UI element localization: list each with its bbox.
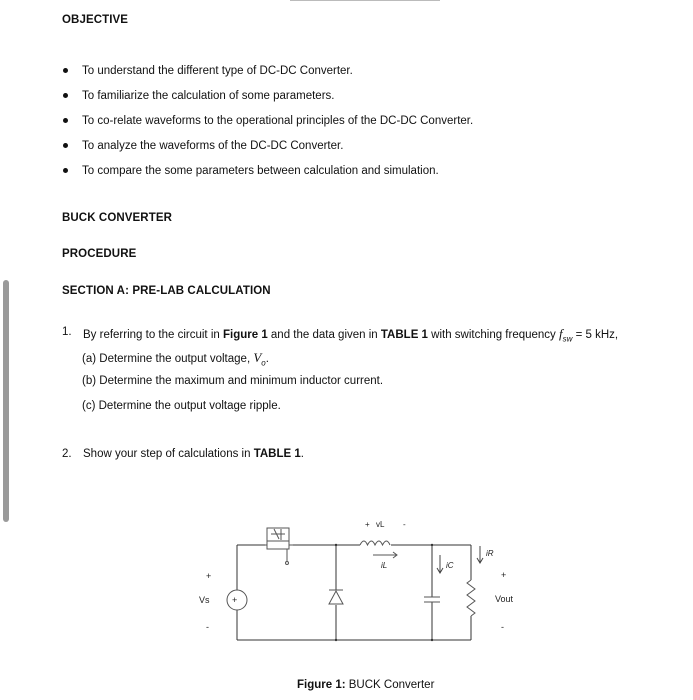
vl-plus-label: + — [365, 520, 370, 529]
list-item: To co-relate waveforms to the operational principles of the DC-DC Converter. — [62, 112, 473, 137]
question-1b — [82, 375, 383, 387]
ic-label: iC — [446, 561, 454, 570]
ir-label: iR — [486, 549, 494, 558]
q2-text-b: . — [300, 448, 304, 460]
section-a-heading: SECTION A: PRE-LAB CALCULATION — [62, 285, 271, 297]
objective-heading: OBJECTIVE — [62, 14, 129, 26]
question-number: 2. — [62, 448, 72, 460]
list-item: To analyze the waveforms of the DC-DC Converter. — [62, 137, 473, 162]
question-2-text — [83, 448, 304, 460]
question-number: 1. — [62, 326, 72, 338]
cut-off-title — [290, 0, 440, 3]
vs-label: Vs — [199, 595, 210, 605]
part-label: (c) — [82, 400, 96, 412]
procedure-heading: PROCEDURE — [62, 248, 137, 260]
objectives-list — [62, 62, 473, 187]
freq-subscript: sw — [562, 334, 573, 344]
vout-minus-label: - — [501, 622, 504, 632]
buck-converter-circuit — [195, 510, 535, 675]
q1-text-a: By referring to the circuit in — [83, 329, 223, 341]
inductor-icon — [360, 541, 397, 558]
freq-symbol: f — [559, 326, 563, 341]
q1-table-ref: TABLE 1 — [380, 329, 428, 341]
q1-text-c: with switching frequency — [427, 329, 560, 341]
buck-converter-heading: BUCK CONVERTER — [62, 212, 173, 224]
part-text: Determine the output voltage, — [99, 353, 254, 365]
q2-text-a: Show your step of calculations in — [83, 448, 254, 460]
il-label: iL — [381, 561, 388, 570]
vout-plus-label: + — [501, 570, 507, 580]
resistor-icon — [467, 580, 475, 616]
diode-icon — [329, 590, 343, 604]
q2-table-ref: TABLE 1 — [253, 448, 301, 460]
ir-arrow-icon — [477, 546, 483, 563]
scrollbar-track[interactable] — [0, 0, 8, 700]
part-label: (b) — [82, 375, 97, 387]
caption-label: Figure 1: — [297, 679, 346, 691]
part-text: Determine the maximum and minimum inductor current. — [99, 375, 384, 387]
question-1c — [82, 400, 281, 412]
part-label: (a) — [82, 353, 97, 365]
part-text: Determine the output voltage ripple. — [98, 400, 281, 412]
freq-value: = 5 kHz, — [572, 329, 619, 341]
vs-minus-label: - — [206, 622, 209, 632]
list-item: To familiarize the calculation of some parameters. — [62, 87, 473, 112]
list-item: To compare the some parameters between calculation and simulation. — [62, 162, 473, 187]
question-1a — [82, 350, 269, 367]
scrollbar-thumb[interactable] — [3, 280, 9, 522]
vo-symbol: V — [253, 350, 262, 365]
ic-arrow-icon — [437, 555, 443, 573]
vs-plus-label: + — [206, 571, 212, 581]
vout-label: Vout — [495, 594, 514, 604]
q1-figure-ref: Figure 1 — [222, 329, 268, 341]
source-polarity-label: + — [232, 595, 238, 605]
q1-text-b: and the data given in — [267, 329, 381, 341]
vl-label: vL — [376, 520, 385, 529]
switch-icon — [265, 528, 293, 565]
capacitor-icon — [424, 597, 440, 602]
caption-text: BUCK Converter — [345, 679, 435, 691]
vo-subscript: o — [261, 358, 266, 368]
question-1-text — [83, 326, 618, 343]
vl-minus-label: - — [403, 520, 406, 529]
figure-caption — [297, 679, 434, 691]
part-end: . — [265, 353, 269, 365]
list-item: To understand the different type of DC-DC Converter. — [62, 62, 473, 87]
